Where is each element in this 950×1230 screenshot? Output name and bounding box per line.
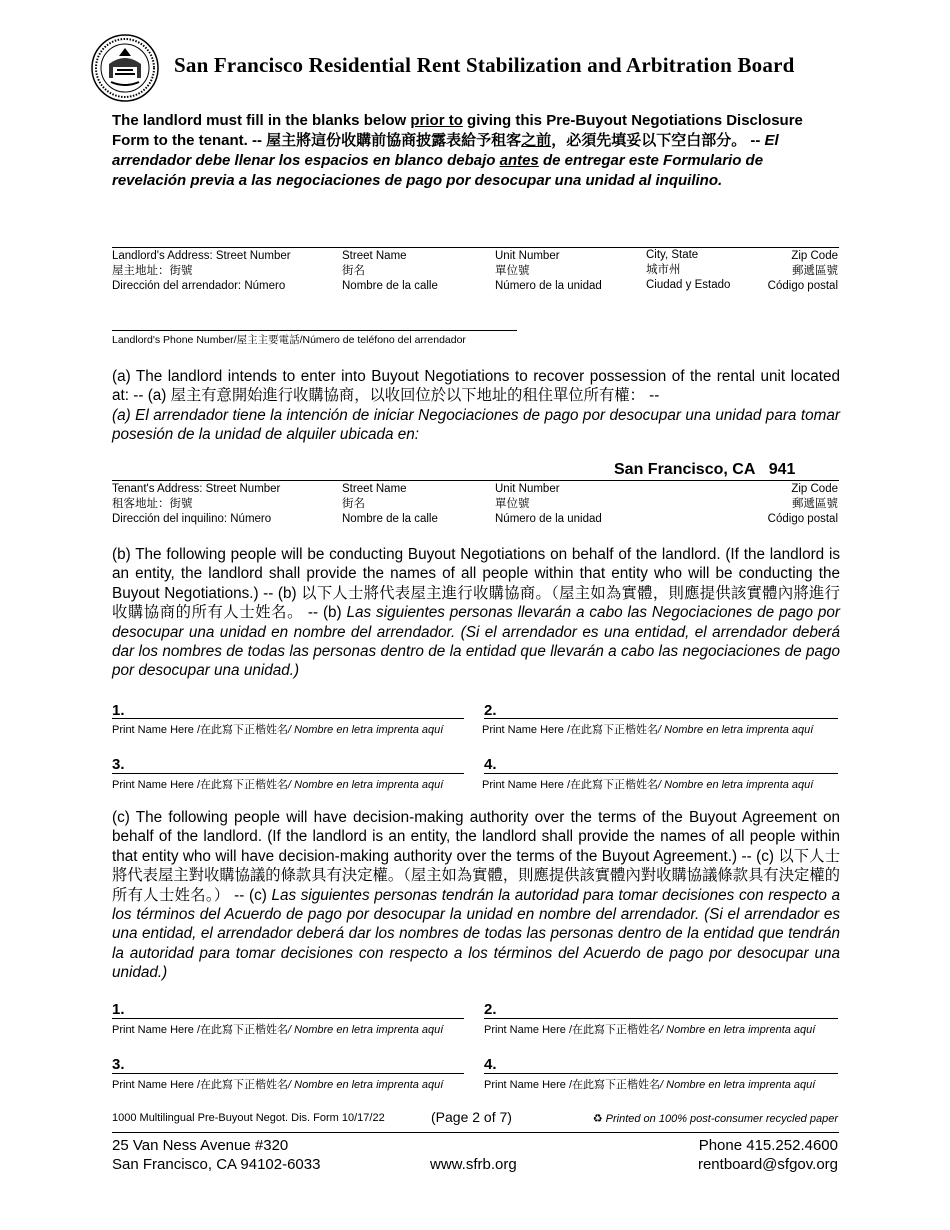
- board-address: 25 Van Ness Avenue #320 San Francisco, CA 94102-6033: [112, 1137, 321, 1173]
- section-a-zh: (a) 屋主有意開始進行收購協商，以收回位於以下地址的租住單位所有權： --: [147, 387, 660, 405]
- landlord-unit-number-label: Unit Number 單位號 Número de la unidad: [495, 250, 602, 292]
- intro-zh-underline: 之前: [521, 132, 552, 149]
- section-b-es: Las siguientes personas llevarán a cabo las Negociaciones de pago por desocupar una unidad en nombre del arrendador. (Si el arrendador es una entidad, el arrendador deberá dar los nombres de todas las personas dentro de la entidad que llevarán a cabo las negociaciones de pago por desocupar una unidad.): [112, 604, 840, 680]
- decision-maker-4-name-field[interactable]: [484, 1073, 838, 1074]
- negotiator-4-label: Print Name Here /在此寫下正楷姓名/ Nombre en letra imprenta aquí: [482, 779, 814, 791]
- tenant-zip-code-label: Zip Code 郵遞區號 Código postal: [767, 483, 838, 525]
- section-c-en: (c) The following people will have decision-making authority over the terms of the Buyout Agreement on behalf of the landlord. (If the landlord is an entity, the landlord shall provide the names of all people within that entity who will have decision-making authority over the terms of the Buyout Agreement.) --: [112, 809, 840, 865]
- intro-zh-text: 屋主將這份收購前協商披露表給予租客: [266, 132, 522, 149]
- landlord-zip-code-label: Zip Code 郵遞區號 Código postal: [767, 250, 838, 292]
- section-a-en: (a) The landlord intends to enter into Buyout Negotiations to recover possession of the rental unit located at: --: [112, 368, 840, 405]
- landlord-phone-label: Landlord's Phone Number/屋主主要電話/Número de teléfono del arrendador: [112, 334, 466, 346]
- website-link[interactable]: www.sfrb.org: [430, 1156, 517, 1173]
- negotiator-1-name-field[interactable]: [112, 718, 464, 719]
- decision-maker-2-label: Print Name Here /在此寫下正楷姓名/ Nombre en letra imprenta aquí: [484, 1024, 816, 1036]
- decision-maker-1-name-field[interactable]: [112, 1018, 464, 1019]
- board-contact: [698, 1136, 838, 1174]
- page-number: (Page 2 of 7): [431, 1109, 512, 1125]
- phone-number: Phone 415.252.4600: [698, 1137, 838, 1154]
- section-c-es: Las siguientes personas tendrán la autoridad para tomar decisiones con respecto a los términos del Acuerdo de pago por desocupar la unidad en nombre del arrendador. (Si el arrendador es una entidad, el arrendador deberá dar los nombres de todas las personas dentro de la entidad que tendrán la autoridad para tomar decisiones con respecto a los términos del Acuerdo de pago por desocupar una unidad.): [112, 886, 840, 982]
- negotiator-2-number: 2.: [484, 702, 497, 719]
- tenant-zip-prefix: 941: [768, 461, 796, 478]
- decision-maker-4-number: 4.: [484, 1056, 497, 1073]
- tenant-address-field[interactable]: [112, 480, 839, 481]
- decision-maker-4-label: Print Name Here /在此寫下正楷姓名/ Nombre en letra imprenta aquí: [484, 1079, 816, 1091]
- section-a-text: [112, 367, 840, 445]
- recycle-icon: ♻: [592, 1113, 603, 1125]
- decision-maker-2-number: 2.: [484, 1001, 497, 1018]
- intro-es-text-2: de entregar este Formulario de revelación previa a las negociaciones de pago por desocupar una unidad al inquilino.: [112, 152, 764, 189]
- decision-maker-2-name-field[interactable]: [484, 1018, 838, 1019]
- board-title: San Francisco Residential Rent Stabilization and Arbitration Board: [174, 53, 795, 77]
- section-c-text: (c) The following people will have decision-making authority over the terms of the Buyout Agreement on behalf of the landlord. (If the landlord is an entity, the landlord shall provide the names of all people within that entity who will have decision-making authority over the terms of the Buyout Agreement.) -- (c) 以下人士將代表屋主對收購協議的條款具有決定權。（屋主如為實體，則應提供該實體內對收購協議條款具有決定權的所有人士姓名。） -- (c) Las siguientes personas tendrán la autoridad para tomar decisiones con respecto a los términos del Acuerdo de pago por desocupar la unidad en nombre del arrendador. (Si el arrendador es una entidad, el arrendador deberá dar los nombres de todas las personas dentro de la entidad que tendrán la autoridad para tomar decisiones con respecto a los términos del Acuerdo de pago por desocupar una unidad.): [112, 809, 840, 982]
- tenant-street-number-label: Tenant's Address: Street Number 租客地址：街號 Dirección del inquilino: Número: [112, 483, 281, 525]
- negotiator-4-name-field[interactable]: [484, 773, 838, 774]
- footer-divider: [112, 1132, 839, 1133]
- tenant-street-name-label: Street Name 街名 Nombre de la calle: [342, 483, 438, 525]
- intro-prior-to: prior to: [410, 112, 463, 129]
- form-identifier: 1000 Multilingual Pre-Buyout Negot. Dis. Form 10/17/22: [112, 1112, 385, 1124]
- negotiator-2-label: Print Name Here /在此寫下正楷姓名/ Nombre en letra imprenta aquí: [482, 724, 814, 736]
- landlord-street-number-label: Landlord's Address: Street Number 屋主地址：街號 Dirección del arrendador: Número: [112, 250, 291, 292]
- intro-es-underline: antes: [499, 152, 539, 169]
- landlord-city-state-label: City, State 城市州 Ciudad y Estado: [646, 249, 731, 291]
- section-c-zh: (c) 以下人士將代表屋主對收購協議的條款具有決定權。（屋主如為實體，則應提供該實體內對收購協議條款具有決定權的所有人士姓名。） --: [112, 847, 840, 904]
- intro-en-text-2: giving this Pre-Buyout Negotiations Disclosure Form to the tenant. --: [112, 112, 803, 149]
- intro-instructions: [112, 111, 840, 191]
- city-seal-logo: [91, 34, 159, 102]
- intro-es-text: El arrendador debe llenar los espacios en blanco debajo: [112, 132, 779, 169]
- negotiator-4-number: 4.: [484, 756, 497, 773]
- landlord-street-name-label: Street Name 街名 Nombre de la calle: [342, 250, 438, 292]
- decision-maker-3-label: Print Name Here /在此寫下正楷姓名/ Nombre en letra imprenta aquí: [112, 1079, 444, 1091]
- negotiator-2-name-field[interactable]: [484, 718, 838, 719]
- recycled-paper-note: ♻ Printed on 100% post-consumer recycled paper: [592, 1113, 838, 1125]
- section-b-text: (b) The following people will be conducting Buyout Negotiations on behalf of the landlord. (If the landlord is an entity, the landlord shall provide the names of all people within that entity who will be conducting the Buyout Negotiations.) -- (b) 以下人士將代表屋主進行收購協商。（屋主如為實體，則應提供該實體內將進行收購協商的所有人士姓名。 -- (b) Las siguientes personas llevarán a cabo las Negociaciones de pago por desocupar una unidad en nombre del arrendador. (Si el arrendador es una entidad, el arrendador deberá dar los nombres de todas las personas dentro de la entidad que llevarán a cabo las negociaciones de pago por desocupar una unidad.): [112, 546, 840, 680]
- section-b-en: (b) The following people will be conducting Buyout Negotiations on behalf of the landlord. (If the landlord is an entity, the landlord shall provide the names of all people within that entity who will be conducting the Buyout Negotiations.) --: [112, 546, 840, 602]
- decision-maker-3-name-field[interactable]: [112, 1073, 464, 1074]
- landlord-phone-field[interactable]: [112, 330, 517, 331]
- decision-maker-1-label: Print Name Here /在此寫下正楷姓名/ Nombre en letra imprenta aquí: [112, 1024, 444, 1036]
- tenant-unit-number-label: Unit Number 單位號 Número de la unidad: [495, 483, 602, 525]
- decision-maker-3-number: 3.: [112, 1056, 125, 1073]
- section-a-es: (a) El arrendador tiene la intención de iniciar Negociaciones de pago por desocupar una unidad para tomar posesión de la unidad de alquiler ubicada en:: [112, 406, 840, 444]
- negotiator-3-label: Print Name Here /在此寫下正楷姓名/ Nombre en letra imprenta aquí: [112, 779, 444, 791]
- section-b-zh: (b) 以下人士將代表屋主進行收購協商。（屋主如為實體，則應提供該實體內將進行收購協商的所有人士姓名。 --: [112, 584, 840, 622]
- negotiator-3-number: 3.: [112, 756, 125, 773]
- intro-zh-text-2: ，必須先填妥以下空白部分。 --: [551, 132, 765, 149]
- intro-en-text: The landlord must fill in the blanks below: [112, 112, 411, 129]
- email-link[interactable]: rentboard@sfgov.org: [697, 1156, 838, 1173]
- negotiator-3-name-field[interactable]: [112, 773, 464, 774]
- decision-maker-1-number: 1.: [112, 1001, 125, 1018]
- negotiator-1-label: Print Name Here /在此寫下正楷姓名/ Nombre en letra imprenta aquí: [112, 724, 444, 736]
- tenant-city-state: San Francisco, CA 941: [614, 461, 796, 478]
- negotiator-1-number: 1.: [112, 702, 125, 719]
